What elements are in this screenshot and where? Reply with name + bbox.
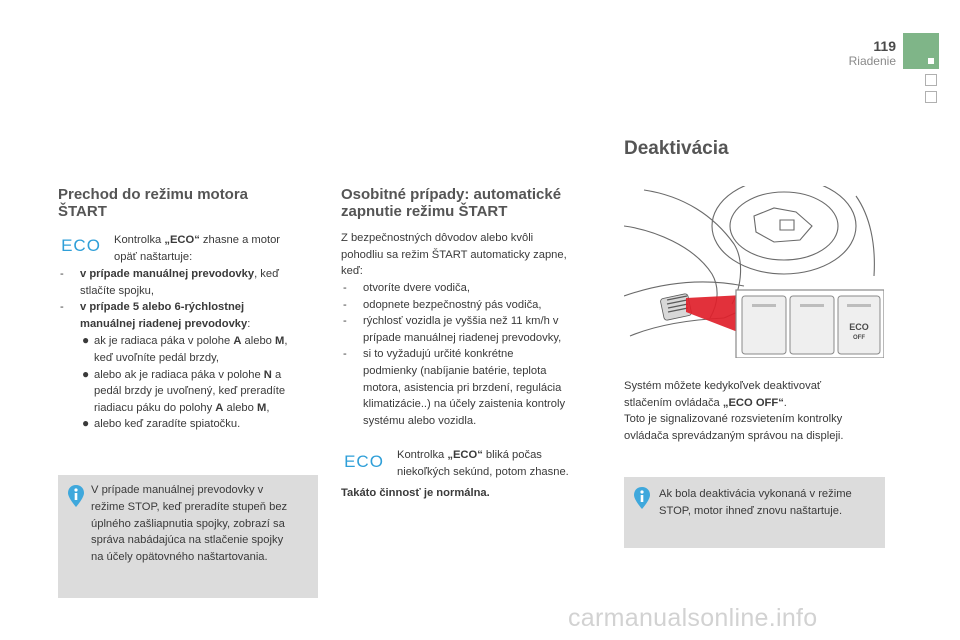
list-item: - si to vyžadujú určité konkrétne podmienky (nabíjanie batérie, teplota motora, asistencia pri brzdení, regulácia klimatizácie..) na účely zaistenia kontroly systému alebo vozidla. — [343, 348, 566, 427]
list-item: - odopnete bezpečnostný pás vodiča, — [343, 298, 542, 311]
info-text: Ak bola deaktivácia vykonaná v režime STOP, motor ihneď znovu naštartuje. — [659, 488, 852, 517]
watermark: carmanualsonline.info — [568, 604, 818, 632]
closing-note: Takáto činnosť je normálna. — [341, 487, 490, 499]
restart-conditions-list — [58, 266, 318, 433]
dashboard-photo — [624, 186, 884, 358]
sub-list-item: ● ak je radiaca páka v polohe A alebo M, keď uvoľníte pedál brzdy, — [82, 333, 288, 364]
eco-icon-label: ECO — [61, 236, 101, 255]
sub-list-item: ● alebo ak je radiaca páka v polohe N a pedál brzdy je uvoľnený, keď preradíte riadiacu páku do polohy A alebo M, — [82, 366, 286, 414]
info-text: V prípade manuálnej prevodovky v režime STOP, keď preradíte stupeň bez úplného zašliapnutia spojky, zobrazí sa správa nabádajúca na stlačenie spojky na účely opätovného naštartovania. — [91, 484, 288, 564]
list-item: - rýchlosť vozidla je vyššia než 11 km/h v prípade manuálnej riadenej prevodovky, — [343, 315, 562, 344]
deactivation-paragraph: Systém môžete kedykoľvek deaktivovať stlačením ovládača „ECO OFF“. Toto je signalizované rozsvietením kontrolky ovládača sprevádzaným správou na displeji. — [624, 380, 844, 442]
list-item: - otvoríte dvere vodiča, — [343, 282, 470, 294]
sub-list — [80, 333, 318, 433]
sub-list-item: ● alebo keď zaradíte spiatočku. — [82, 416, 241, 431]
info-icon — [633, 487, 651, 509]
section-title-deactivation: Deaktivácia — [624, 138, 729, 159]
section-title-restart: Prechod do režimu motora ŠTART — [58, 186, 249, 220]
section-name: Riadenie — [848, 54, 896, 68]
page-number: 119 — [873, 38, 896, 54]
eco-indicator-icon — [341, 450, 387, 472]
eco-off-button-label-bottom: OFF — [853, 335, 865, 341]
list-item: - v prípade manuálnej prevodovky, keď stlačíte spojku, — [60, 268, 280, 297]
eco-off-button-label-top: ECO — [849, 322, 869, 332]
info-box-deactivation — [624, 477, 885, 548]
info-icon — [67, 485, 85, 507]
section-tab[interactable] — [925, 74, 937, 86]
section-tab-active[interactable] — [903, 33, 939, 69]
special-cases-intro: Z bezpečnostných dôvodov alebo kvôli pohodliu sa režim ŠTART automaticky zapne, keď: — [341, 232, 567, 278]
eco-icon-label: ECO — [344, 452, 384, 471]
eco-blink-paragraph: Kontrolka „ECO“ bliká počas niekoľkých sekúnd, potom zhasne. — [397, 449, 569, 478]
info-box-manual-gearbox — [58, 475, 318, 598]
eco-indicator-icon — [58, 234, 104, 256]
section-title-special-cases: Osobitné prípady: automatické zapnutie režimu ŠTART — [341, 186, 562, 220]
dashboard-illustration — [624, 186, 884, 358]
tab-dot — [928, 58, 934, 64]
eco-off-paragraph: Kontrolka „ECO“ zhasne a motor opäť naštartuje: — [114, 234, 281, 263]
section-tab[interactable] — [925, 91, 937, 103]
list-item: - v prípade 5 alebo 6-rýchlostnej manuálnej riadenej prevodovky: ● ak je radiaca páka v polohe A alebo M, keď uvoľníte pedál brzdy, ● alebo ak je radiaca páka v polohe N a pedál brzdy je uvoľnený, keď preradíte riadiacu páku do polohy A alebo M, ● alebo keď zaradíte spiatočku. — [58, 299, 318, 433]
special-cases-list — [341, 280, 603, 429]
